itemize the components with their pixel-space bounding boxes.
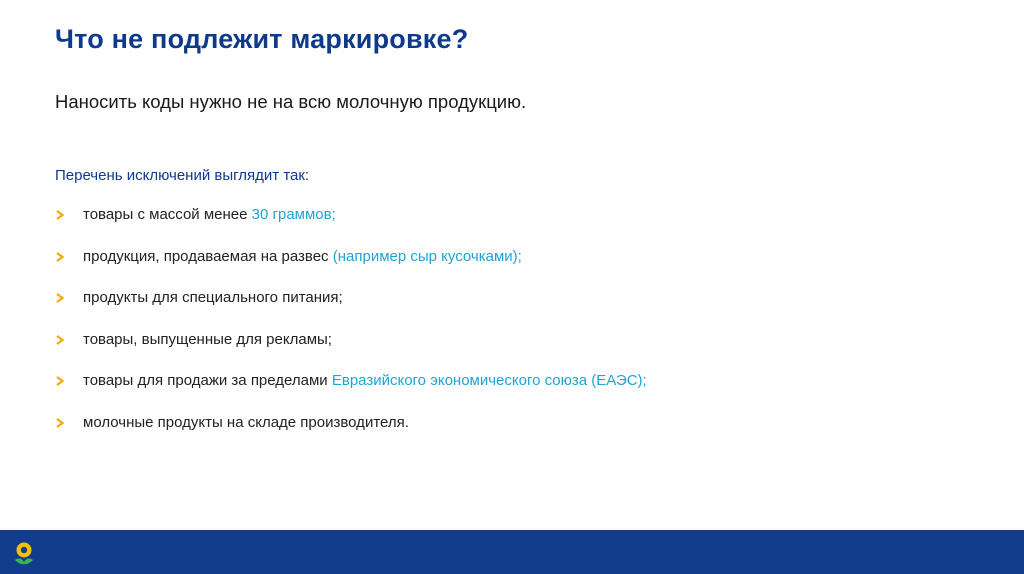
chevron-right-icon xyxy=(55,247,83,267)
list-item-highlight: 30 граммов; xyxy=(251,206,336,223)
list-item-highlight: (например сыр кусочками); xyxy=(332,247,522,265)
exceptions-list xyxy=(55,205,647,454)
list-item-plain: продукция, продаваемая на развес xyxy=(83,247,333,265)
list-item-text xyxy=(83,247,522,267)
list-item-text xyxy=(83,413,409,433)
chevron-right-icon xyxy=(55,413,83,433)
list-item-plain: молочные продукты на складе производителя. xyxy=(83,413,409,431)
chevron-right-icon xyxy=(55,371,83,391)
list-item-text xyxy=(83,288,343,308)
chevron-right-icon xyxy=(55,330,83,350)
list-item xyxy=(55,371,647,413)
list-item xyxy=(55,205,647,247)
logo-icon xyxy=(12,540,36,566)
list-item xyxy=(55,247,647,289)
list-item-plain: продукты для специального питания; xyxy=(83,289,343,306)
chevron-right-icon xyxy=(55,205,83,225)
list-item-plain: товары для продажи за пределами xyxy=(83,372,332,389)
list-item xyxy=(55,413,647,455)
list-item xyxy=(55,330,647,372)
exceptions-intro: Перечень исключений выглядит так: xyxy=(55,167,310,184)
slide-subtitle: Наносить коды нужно не на всю молочную продукцию. xyxy=(55,91,527,112)
chevron-right-icon xyxy=(55,288,83,308)
list-item-text xyxy=(83,205,336,225)
list-item-plain: товары с массой менее xyxy=(83,206,252,223)
list-item-plain: товары, выпущенные для рекламы; xyxy=(83,330,332,348)
slide-title: Что не подлежит маркировке? xyxy=(55,24,469,54)
list-item-text xyxy=(83,371,647,391)
list-item-highlight: Евразийского экономического союза (ЕАЭС); xyxy=(331,372,647,389)
list-item-text xyxy=(83,330,332,350)
footer-bar xyxy=(0,530,1024,574)
list-item xyxy=(55,288,647,330)
